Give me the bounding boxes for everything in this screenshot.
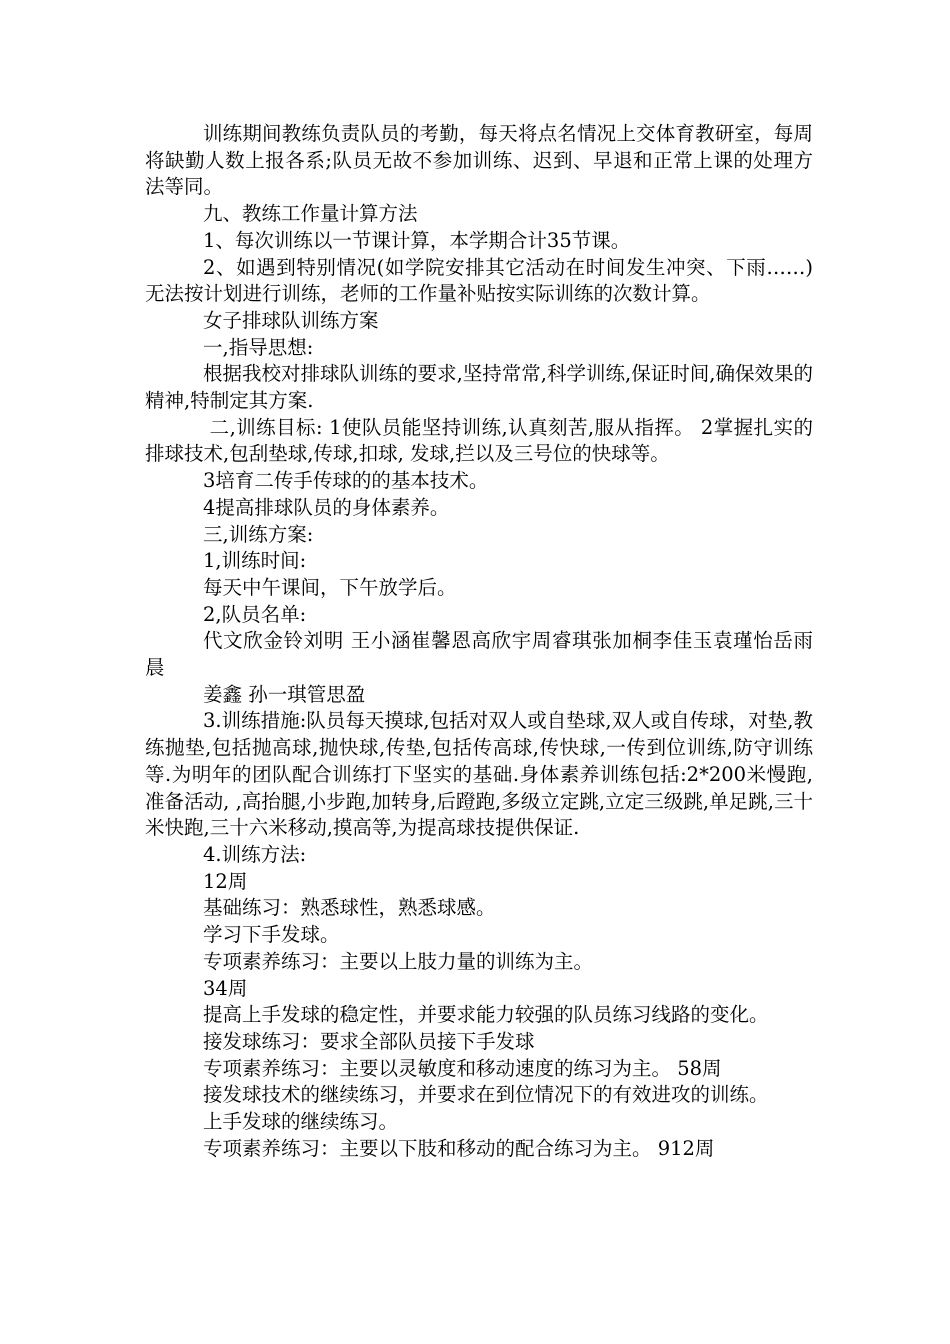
paragraph-upper-limb: 专项素养练习：主要以上肢力量的训练为主。 <box>203 949 594 973</box>
paragraph-lower-limb: 专项素养练习：主要以下肢和移动的配合练习为主。 912周 <box>203 1136 715 1160</box>
paragraph-receive-serve: 接发球练习：要求全部队员接下手发球 <box>203 1029 535 1053</box>
heading-weeks-1-2: 12周 <box>203 869 248 893</box>
paragraph-goal-3: 3培育二传手传球的的基本技术。 <box>203 469 489 493</box>
paragraph-training-time: 每天中午课间，下午放学后。 <box>203 575 457 599</box>
paragraph-workload-2: 2、如遇到特别情况(如学院安排其它活动在时间发生冲突、下雨……)无法按计划进行训练，老师的工作量补贴按实际训练的次数计算。 <box>145 255 813 306</box>
heading-training-time: 1,训练时间: <box>203 549 307 573</box>
heading-roster: 2,队员名单: <box>203 602 307 626</box>
document-title: 女子排球队训练方案 <box>203 308 379 332</box>
paragraph-goal-4: 4提高排球队员的身体素养。 <box>203 495 450 519</box>
paragraph-guiding-idea: 根据我校对排球队训练的要求,坚持常常,科学训练,保证时间,确保效果的精神,特制定其方案. <box>145 362 813 413</box>
heading-training-plan: 三,训练方案: <box>203 522 314 546</box>
paragraph-workload-1: 1、每次训练以一节课计算，本学期合计35节课。 <box>203 228 631 252</box>
heading-training-methods: 4.训练方法: <box>203 842 307 866</box>
heading-weeks-3-4: 34周 <box>203 976 248 1000</box>
paragraph-agility: 专项素养练习：主要以灵敏度和移动速度的练习为主。 58周 <box>203 1056 722 1080</box>
paragraph-roster-1: 代文欣金铃刘明 王小涵崔馨恩高欣宇周睿琪张加桐李佳玉袁瑾怡岳雨晨 <box>145 629 813 680</box>
heading-guiding-idea: 一,指导思想: <box>203 335 314 359</box>
paragraph-basic-practice: 基础练习：熟悉球性，熟悉球感。 <box>203 896 496 920</box>
paragraph-overhand-continue: 上手发球的继续练习。 <box>203 1110 399 1134</box>
paragraph-training-measures: 3.训练措施:队员每天摸球,包括对双人或自垫球,双人或自传球，对垫,教练抛垫,包括抛高球,抛快球,传垫,包括传高球,传快球,一传到位训练,防守训练等.为明年的团队配合训练打下坚实的基础.身体素养训练包括:2*200米慢跑,准备活动, ,高抬腿,小步跑,加转身,后蹬跑,多级立定跳,立定三级跳,单足跳,三十米快跑,三十六米移动,摸高等,为提高球技提供保证. <box>145 709 813 840</box>
paragraph-underhand-serve: 学习下手发球。 <box>203 923 340 947</box>
paragraph-roster-2: 姜鑫 孙一琪管思盈 <box>203 682 366 706</box>
document-body <box>145 121 813 1162</box>
paragraph-receive-continue: 接发球技术的继续练习，并要求在到位情况下的有效进攻的训练。 <box>203 1083 769 1107</box>
paragraph-training-goals: 二,训练目标: 1使队员能坚持训练,认真刻苦,服从指挥。 2掌握扎实的排球技术,包刮垫球,传球,扣球, 发球,拦以及三号位的快球等。 <box>145 415 813 466</box>
paragraph-attendance: 训练期间教练负责队员的考勤，每天将点名情况上交体育教研室，每周将缺勤人数上报各系;队员无故不参加训练、迟到、早退和正常上课的处理方法等同。 <box>145 122 813 199</box>
paragraph-overhand-serve: 提高上手发球的稳定性，并要求能力较强的队员练习线路的变化。 <box>203 1003 769 1027</box>
heading-section-nine: 九、教练工作量计算方法 <box>203 202 418 226</box>
